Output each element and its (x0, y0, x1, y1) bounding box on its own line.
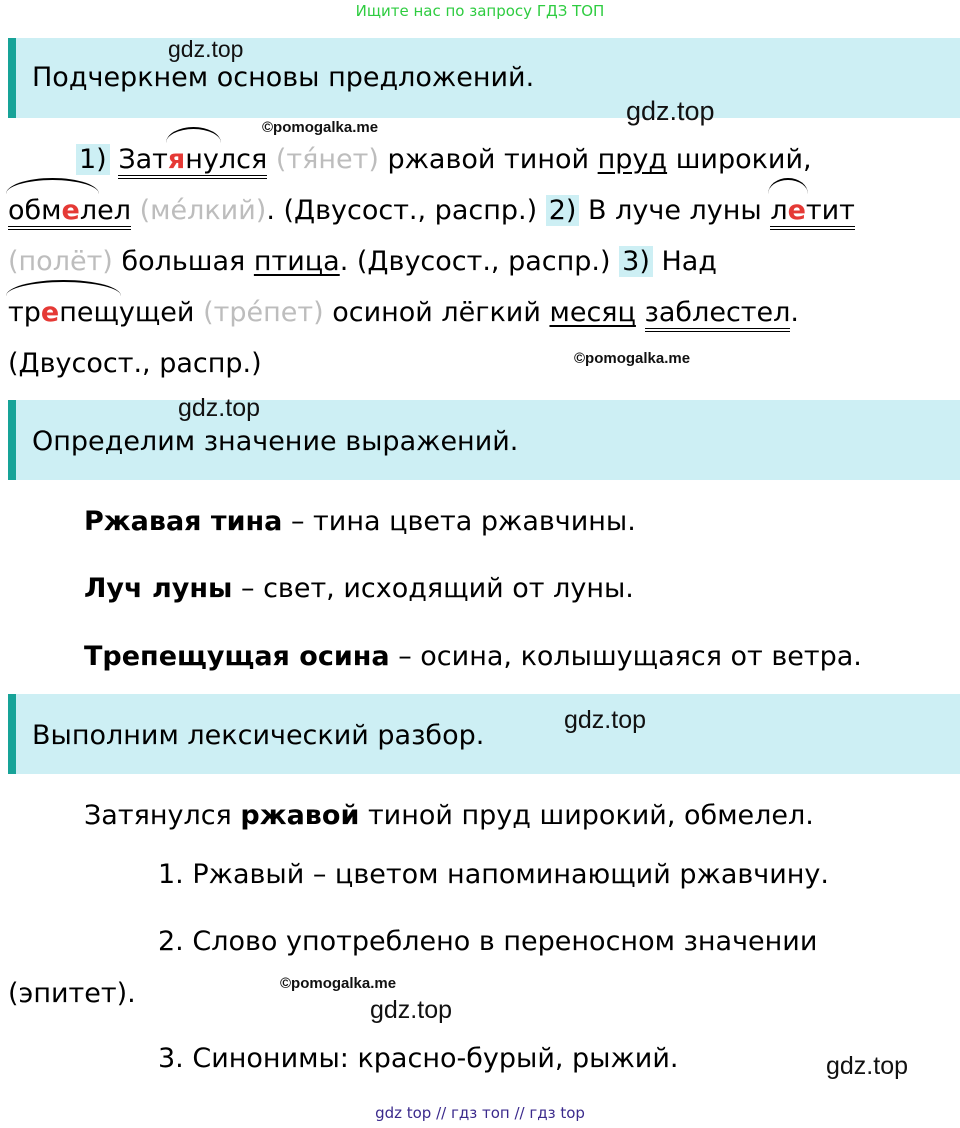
analysis-point-2: 2. Слово употреблено в переносном значении (158, 926, 818, 957)
section-header-3 (8, 694, 960, 774)
watermark-gdz: gdz.top (826, 1052, 909, 1080)
sentence-note: . (Двусост., распр.) (339, 246, 611, 277)
subject: пруд (597, 144, 668, 175)
section-header-1 (8, 38, 960, 118)
definition-item: Луч луны – свет, исходящий от луны. (84, 573, 634, 604)
analysis-point-3: 3. Синонимы: красно-бурый, рыжий. (158, 1043, 679, 1074)
sentence-note: . (Двусост., распр.) (266, 195, 538, 226)
check-word: (тя́нет) (275, 144, 379, 175)
watermark-gdz: gdz.top (178, 394, 261, 422)
sentence-line-2 (8, 185, 855, 236)
predicate: Затянулся (118, 144, 267, 179)
footer-links[interactable]: gdz top // гдз топ // гдз top (375, 1104, 585, 1122)
period: . (790, 297, 799, 328)
check-word: (тре́пет) (203, 297, 324, 328)
analysis-point-2-cont: (эпитет). (8, 978, 136, 1009)
watermark-gdz: gdz.top (626, 96, 715, 126)
sentence-text: ржавой тиной (387, 144, 590, 175)
section-title-3: Выполним лексический разбор. (32, 720, 485, 751)
sentence-line-1 (8, 134, 812, 185)
watermark-gdz: gdz.top (564, 706, 647, 734)
check-word: (полёт) (8, 246, 113, 277)
section-title-1: Подчеркнем основы предложений. (32, 62, 535, 93)
sentence-text: осиной лёгкий (332, 297, 541, 328)
analysis-point-1: 1. Ржавый – цветом напоминающий ржавчину. (158, 859, 829, 890)
sentence-note: (Двусост., распр.) (8, 348, 262, 379)
sentence-number: 1) (76, 144, 110, 175)
watermark-pomogalka: ©pomogalka.me (574, 350, 691, 367)
watermark-pomogalka: ©pomogalka.me (280, 975, 397, 992)
watermark-gdz: gdz.top (370, 996, 453, 1024)
analysis-sentence: Затянулся ржавой тиной пруд широкий, обмелел. (84, 800, 814, 831)
section-title-2: Определим значение выражений. (32, 426, 519, 457)
subject: птица (253, 246, 340, 277)
check-word: (ме́лкий) (139, 195, 267, 226)
predicate: заблестел (645, 297, 791, 332)
sentence-line-5 (8, 338, 262, 389)
sentence-text: В луче луны (588, 195, 762, 226)
sentence-number: 2) (546, 195, 580, 226)
sentence-line-3 (8, 236, 717, 287)
top-banner[interactable]: Ищите нас по запросу ГДЗ ТОП (355, 2, 605, 20)
predicate: обмелел (8, 195, 131, 230)
sentence-text: большая (121, 246, 246, 277)
sentence-number: 3) (619, 246, 653, 277)
watermark-gdz: gdz.top (168, 36, 244, 62)
sentence-text: широкий, (675, 144, 812, 175)
subject: месяц (549, 297, 636, 328)
definition-item: Ржавая тина – тина цвета ржавчины. (84, 506, 636, 537)
definition-item: Трепещущая осина – осина, колышущаяся от ветра. (84, 641, 862, 672)
root-arc-word: трепещ (8, 287, 119, 338)
predicate: летит (770, 195, 855, 230)
watermark-pomogalka: ©pomogalka.me (262, 119, 379, 136)
sentence-text: Над (661, 246, 717, 277)
section-header-2 (8, 400, 960, 480)
sentence-line-4: трепещущей (тре́пет) осиной лёгкий месяц заблестел. (8, 287, 799, 338)
